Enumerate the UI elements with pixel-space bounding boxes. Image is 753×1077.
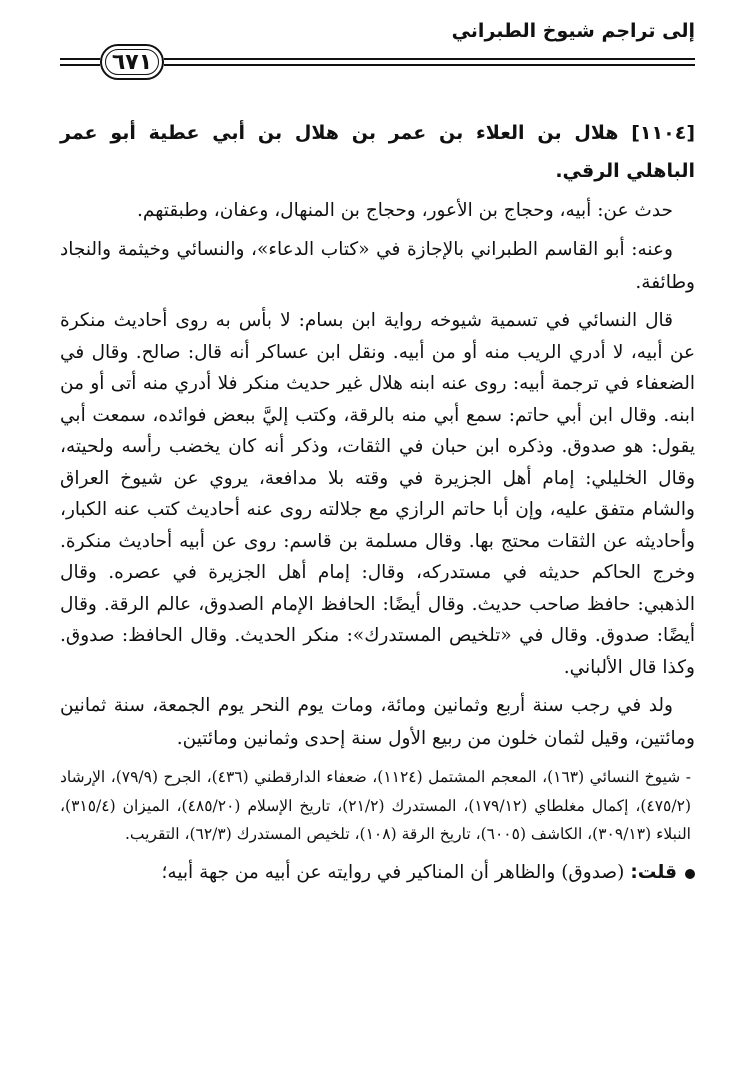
entry-heading: [١١٠٤] هلال بن العلاء بن عمر بن هلال بن أبي عطية أبو عمر الباهلي الرقي. xyxy=(60,122,695,182)
birth-death-paragraph: ولد في رجب سنة أربع وثمانين ومائة، ومات يوم النحر يوم الجمعة، سنة ثمانين ومائتين، وقيل لثمان خلون من ربيع الأول سنة إحدى وثمانين ومائتين. xyxy=(60,695,695,749)
bullet-icon xyxy=(685,869,695,879)
narrated-from-paragraph: حدث عن: أبيه، وحجاج بن الأعور، وحجاج بن المنهال، وعفان، وطبقتهم. xyxy=(137,200,673,221)
entry-body xyxy=(60,104,695,889)
running-header-title: إلى تراجم شيوخ الطبراني xyxy=(451,20,695,42)
header-rule-bottom-right xyxy=(164,64,695,66)
page-number-badge xyxy=(100,44,164,80)
sources-list: - شيوخ النسائي (١٦٣)، المعجم المشتمل (١١٢٤)، ضعفاء الدارقطني (٤٣٦)، الجرح (٧٩/٩)، الإرشاد (٤٧٥/٢)، إكمال مغلطاي (١٧٩/١٢)، المستدرك (٢١/٢)، تاريخ الإسلام (٤٨٥/٢٠)، الميزان (٣١٥/٤)، النبلاء (٣٠٩/١٣)، الكاشف (٦٠٠٥)، تاريخ الرقة (١٠٨)، تلخيص المستدرك (٦٢/٣)، التقريب. xyxy=(60,768,692,843)
verdict-label: قلت: xyxy=(630,861,677,883)
verdict-text: (صدوق) والظاهر أن المناكير في روايته عن أبيه من جهة أبيه؛ xyxy=(161,861,625,883)
header-rule-bottom-left xyxy=(60,64,100,66)
header-rule-top-left xyxy=(60,58,100,60)
verdict-line xyxy=(60,857,695,889)
page-number: ٦٧١ xyxy=(111,49,153,75)
assessments-paragraph: قال النسائي في تسمية شيوخه رواية ابن بسام: لا بأس به روى أحاديث منكرة عن أبيه، لا أدري الريب منه أو من أبيه. ونقل ابن عساكر أنه قال: صالح. وقال في الضعفاء في ترجمة أبيه: روى عنه ابنه هلال غير حديث منكر فلا أدري منه أتى أو من ابنه. وقال ابن أبي حاتم: سمع أبي منه بالرقة، وكتب إليَّ ببعض فوائده، سمعت أبي يقول: هو صدوق. وذكره ابن حبان في الثقات، وذكر أنه كان يخضب رأسه ولحيته، وقال الخليلي: إمام أهل الجزيرة في وقته بلا مدافعة، يروي عن شيوخ العراق والشام متفق عليه، وإن أبا حاتم الرازي مع جلالته روى عنه أحاديث كتب عنه الكبار، وأحاديثه عن الثقات محتج بها. وقال مسلمة بن قاسم: روى عن أبيه أحاديث منكرة. وخرج الحاكم حديثه في مستدركه، وقال: إمام أهل الجزيرة في عصره. وقال الذهبي: حافظ صاحب حديث. وقال أيضًا: الحافظ الإمام الصدوق، عالم الرقة. وقال أيضًا: صدوق. وقال في «تلخيص المستدرك»: منكر الحديث. وقال الحافظ: صدوق. وكذا قال الألباني. xyxy=(60,310,695,678)
header-rule-top-right xyxy=(164,58,695,60)
narrated-by-paragraph: وعنه: أبو القاسم الطبراني بالإجازة في «كتاب الدعاء»، والنسائي وخيثمة والنجاد وطائفة. xyxy=(60,239,695,293)
